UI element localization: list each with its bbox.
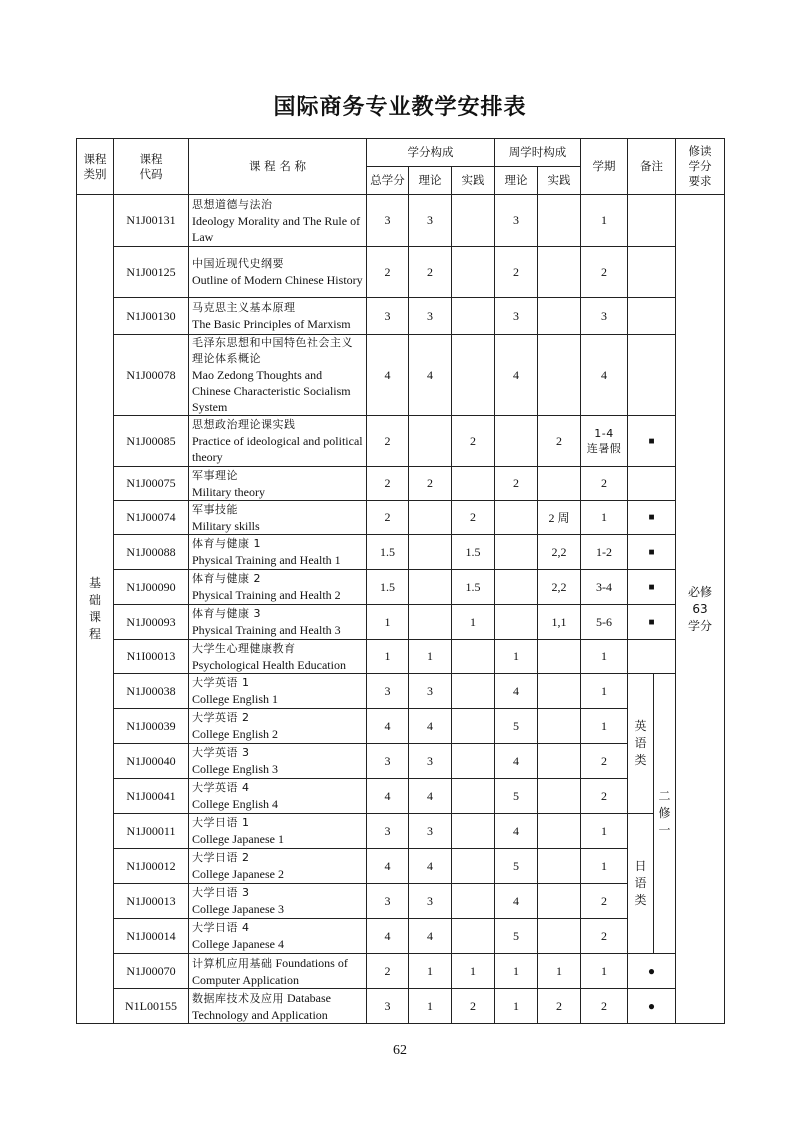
theory-hours: 5: [495, 849, 538, 884]
semester-text: 4: [601, 367, 608, 382]
course-name-zh: 大学日语 3: [192, 886, 250, 899]
total-credits: 3: [367, 814, 409, 849]
header-weekly-hours: 周学时构成: [495, 139, 581, 167]
course-name-zh: 军事技能: [192, 502, 238, 516]
header-theory-hours: 理论: [495, 167, 538, 195]
total-credits: 1.5: [367, 570, 409, 605]
total-credits: 4: [367, 919, 409, 954]
course-code: N1J00040: [114, 744, 189, 779]
semester: [581, 744, 628, 779]
practice-hours: [538, 195, 581, 247]
practice-credits: 1.5: [452, 570, 495, 605]
practice-hours: [538, 640, 581, 674]
course-name-en: The Basic Principles of Marxism: [192, 317, 351, 331]
course-code: N1J00070: [114, 954, 189, 989]
table-row: [77, 501, 725, 535]
practice-hours: 2 周: [538, 501, 581, 535]
practice-hours: [538, 709, 581, 744]
theory-hours: 4: [495, 335, 538, 416]
total-credits: 2: [367, 501, 409, 535]
course-name-en: College Japanese 4: [192, 937, 284, 951]
remark-mark: ■: [628, 570, 676, 605]
theory-credits: 3: [409, 744, 452, 779]
course-code: N1J00039: [114, 709, 189, 744]
japanese-group-cell: [628, 814, 654, 954]
practice-credits: 1.5: [452, 535, 495, 570]
theory-credits: [409, 605, 452, 640]
practice-hours: [538, 814, 581, 849]
course-name-en: College Japanese 2: [192, 867, 284, 881]
practice-credits: 2: [452, 989, 495, 1024]
total-credits: 3: [367, 298, 409, 335]
course-name-zh: 体育与健康 1: [192, 537, 261, 550]
table-row: [77, 605, 725, 640]
semester-text: 1-2: [596, 544, 613, 559]
practice-hours: [538, 779, 581, 814]
total-credits: 3: [367, 674, 409, 709]
semester: [581, 605, 628, 640]
course-name-zh: 大学英语 3: [192, 746, 250, 759]
semester-text: 1: [601, 683, 608, 698]
semester: [581, 570, 628, 605]
course-name-zh: 大学日语 4: [192, 921, 250, 934]
table-row: [77, 535, 725, 570]
practice-credits: [452, 335, 495, 416]
semester: [581, 674, 628, 709]
course-name: [189, 989, 367, 1024]
theory-hours: 4: [495, 814, 538, 849]
semester-text: 3: [601, 308, 608, 323]
practice-hours: 2,2: [538, 570, 581, 605]
total-credits: 2: [367, 416, 409, 467]
remark-mark: [628, 298, 676, 335]
practice-hours: [538, 919, 581, 954]
course-name-zh: 体育与健康 2: [192, 572, 261, 585]
course-name-en: Military skills: [192, 518, 260, 533]
theory-credits: 1: [409, 989, 452, 1024]
course-name-zh: 马克思主义基本原理: [192, 301, 296, 314]
course-name-zh: 大学生心理健康教育: [192, 641, 296, 655]
course-code: N1L00155: [114, 989, 189, 1024]
course-name-zh: 大学英语 2: [192, 711, 250, 724]
course-name-en: College Japanese 1: [192, 832, 284, 846]
theory-hours: 5: [495, 919, 538, 954]
requirement-cell-text: 必修 63 学分: [688, 584, 713, 633]
table-body: [77, 195, 725, 1024]
remark-mark: [628, 640, 676, 674]
table-row: [77, 674, 725, 709]
table-row: [77, 989, 725, 1024]
table-row: [77, 247, 725, 298]
teaching-plan-table: [76, 138, 725, 1024]
practice-credits: [452, 919, 495, 954]
course-name-zh: 大学日语 2: [192, 851, 250, 864]
theory-credits: 3: [409, 814, 452, 849]
course-name-en: Physical Training and Health 2: [192, 588, 341, 602]
practice-hours: [538, 884, 581, 919]
table-row: [77, 640, 725, 674]
semester-text: 2: [601, 893, 608, 908]
total-credits: 4: [367, 849, 409, 884]
semester: [581, 416, 628, 467]
total-credits: 4: [367, 335, 409, 416]
semester-text: 2: [601, 264, 608, 279]
theory-hours: [495, 535, 538, 570]
theory-hours: 4: [495, 744, 538, 779]
theory-credits: 4: [409, 709, 452, 744]
semester: [581, 954, 628, 989]
course-category-cell-text: 基 础 课 程: [88, 576, 101, 641]
course-code: N1J00093: [114, 605, 189, 640]
header-category: 课程 类别: [77, 139, 114, 195]
course-code: N1J00090: [114, 570, 189, 605]
japanese-group-cell-text: 日 语 类: [634, 859, 647, 907]
theory-credits: [409, 535, 452, 570]
semester-text: 5-6: [596, 614, 613, 629]
requirement-cell: [676, 195, 725, 1024]
course-name-en: Database Technology and Application: [192, 990, 331, 1022]
semester: [581, 849, 628, 884]
course-name-zh: 思想道德与法治: [192, 197, 273, 211]
theory-hours: 3: [495, 298, 538, 335]
total-credits: 1: [367, 605, 409, 640]
semester-text: 3-4: [596, 579, 613, 594]
semester-text: 1: [601, 510, 608, 524]
table-row: [77, 570, 725, 605]
course-name-zh: 数据库技术及应用: [192, 991, 284, 1005]
course-name-zh: 大学英语 1: [192, 676, 250, 689]
table-row: [77, 709, 725, 744]
theory-hours: [495, 570, 538, 605]
course-name: [189, 195, 367, 247]
course-name-en: Mao Zedong Thoughts and Chinese Characteristic Socialism System: [192, 368, 351, 414]
course-code: N1J00130: [114, 298, 189, 335]
semester-text: 1: [601, 213, 608, 227]
table-row: [77, 744, 725, 779]
course-name: [189, 814, 367, 849]
header-requirement: 修读 学分 要求: [676, 139, 725, 195]
practice-credits: 1: [452, 954, 495, 989]
semester-text: 1: [601, 718, 608, 733]
semester: [581, 247, 628, 298]
semester-text: 1: [601, 858, 608, 873]
practice-hours: 2: [538, 989, 581, 1024]
practice-hours: [538, 298, 581, 335]
course-name: [189, 298, 367, 335]
header-course-name: 课 程 名 称: [189, 139, 367, 195]
theory-hours: 4: [495, 884, 538, 919]
semester: [581, 989, 628, 1024]
course-name-zh: 大学日语 1: [192, 816, 250, 829]
theory-hours: 2: [495, 247, 538, 298]
theory-credits: 2: [409, 247, 452, 298]
course-name-en: College English 2: [192, 727, 278, 741]
theory-credits: 4: [409, 919, 452, 954]
total-credits: 2: [367, 954, 409, 989]
table-row: [77, 814, 725, 849]
practice-hours: [538, 335, 581, 416]
table-row: [77, 335, 725, 416]
practice-hours: [538, 247, 581, 298]
semester-text: 2: [601, 753, 608, 768]
course-name: [189, 247, 367, 298]
course-name: [189, 674, 367, 709]
total-credits: 1.5: [367, 535, 409, 570]
course-name-en: Physical Training and Health 1: [192, 553, 341, 567]
practice-hours: 2,2: [538, 535, 581, 570]
course-code: N1J00131: [114, 195, 189, 247]
course-name: [189, 919, 367, 954]
table-row: [77, 849, 725, 884]
theory-hours: 4: [495, 674, 538, 709]
remark-mark: ■: [628, 605, 676, 640]
table-row: [77, 919, 725, 954]
semester: [581, 335, 628, 416]
course-name: [189, 709, 367, 744]
remark-mark: [628, 247, 676, 298]
course-name-en: College Japanese 3: [192, 902, 284, 916]
theory-hours: 1: [495, 640, 538, 674]
semester-text: 2: [601, 788, 608, 803]
total-credits: 3: [367, 744, 409, 779]
course-name-en: Practice of ideological and political theory: [192, 434, 363, 464]
practice-hours: [538, 744, 581, 779]
course-name: [189, 640, 367, 674]
course-code: N1J00012: [114, 849, 189, 884]
course-name-zh: 军事理论: [192, 468, 238, 482]
practice-credits: 2: [452, 416, 495, 467]
theory-credits: 1: [409, 954, 452, 989]
header-practice-credits: 实践: [452, 167, 495, 195]
semester-text: 1: [601, 963, 608, 978]
theory-hours: 3: [495, 195, 538, 247]
semester-text: 2: [601, 928, 608, 943]
total-credits: 4: [367, 709, 409, 744]
practice-hours: 1: [538, 954, 581, 989]
semester-text: 1: [601, 823, 608, 838]
theory-credits: 3: [409, 884, 452, 919]
practice-credits: [452, 779, 495, 814]
course-code: N1J00074: [114, 501, 189, 535]
course-category-cell: [77, 195, 114, 1024]
theory-credits: [409, 570, 452, 605]
table-row: [77, 884, 725, 919]
practice-credits: [452, 884, 495, 919]
header-remark: 备注: [628, 139, 676, 195]
course-code: N1J00125: [114, 247, 189, 298]
total-credits: 4: [367, 779, 409, 814]
total-credits: 2: [367, 247, 409, 298]
total-credits: 3: [367, 195, 409, 247]
semester-text: 2: [601, 998, 608, 1013]
theory-credits: 2: [409, 467, 452, 501]
course-name-en: College English 3: [192, 762, 278, 776]
practice-credits: 2: [452, 501, 495, 535]
semester: [581, 535, 628, 570]
course-code: N1J00088: [114, 535, 189, 570]
header-practice-hours: 实践: [538, 167, 581, 195]
theory-credits: 1: [409, 640, 452, 674]
semester: [581, 884, 628, 919]
table-row: [77, 467, 725, 501]
page-number: 62: [393, 1043, 407, 1058]
course-name: [189, 744, 367, 779]
theory-credits: 4: [409, 849, 452, 884]
theory-hours: [495, 501, 538, 535]
remark-mark: ■: [628, 416, 676, 467]
semester: [581, 467, 628, 501]
remark-mark: [628, 467, 676, 501]
course-name-en: Ideology Morality and The Rule of Law: [192, 213, 361, 244]
course-name-zh: 思想政治理论课实践: [192, 418, 296, 431]
course-name: [189, 416, 367, 467]
practice-credits: [452, 298, 495, 335]
practice-credits: [452, 467, 495, 501]
header-code: 课程 代码: [114, 139, 189, 195]
total-credits: 3: [367, 884, 409, 919]
semester: [581, 640, 628, 674]
course-code: N1I00013: [114, 640, 189, 674]
total-credits: 1: [367, 640, 409, 674]
course-name: [189, 779, 367, 814]
semester: [581, 501, 628, 535]
semester: [581, 919, 628, 954]
practice-credits: [452, 674, 495, 709]
english-group-cell-text: 英 语 类: [634, 719, 647, 767]
course-name: [189, 467, 367, 501]
practice-credits: [452, 744, 495, 779]
course-name-en: College English 1: [192, 692, 278, 706]
theory-credits: 4: [409, 335, 452, 416]
table-row: [77, 195, 725, 247]
course-name-en: Foundations of Computer Application: [192, 955, 348, 987]
remark-mark: [628, 335, 676, 416]
header-theory-credits: 理论: [409, 167, 452, 195]
theory-credits: [409, 501, 452, 535]
theory-credits: [409, 416, 452, 467]
header-total-credits: 总学分: [367, 167, 409, 195]
semester: [581, 779, 628, 814]
course-code: N1J00013: [114, 884, 189, 919]
theory-hours: 2: [495, 467, 538, 501]
header-credits: 学分构成: [367, 139, 495, 167]
semester-text: 1-4 连暑假: [586, 427, 622, 455]
course-name-zh: 毛泽东思想和中国特色社会主义理论体系概论: [192, 336, 353, 365]
table-row: [77, 416, 725, 467]
course-code: N1J00041: [114, 779, 189, 814]
header-semester: 学期: [581, 139, 628, 195]
total-credits: 2: [367, 467, 409, 501]
remark-mark: ●: [628, 989, 676, 1024]
course-name-en: Psychological Health Education: [192, 657, 346, 672]
remark-mark: ■: [628, 501, 676, 535]
practice-hours: [538, 674, 581, 709]
course-code: N1J00014: [114, 919, 189, 954]
remark-mark: [628, 195, 676, 247]
course-code: N1J00075: [114, 467, 189, 501]
practice-hours: 2: [538, 416, 581, 467]
choose-one-cell: [654, 674, 676, 954]
course-name: [189, 535, 367, 570]
practice-hours: [538, 467, 581, 501]
theory-hours: 1: [495, 989, 538, 1024]
course-name: [189, 954, 367, 989]
course-name-en: College English 4: [192, 797, 278, 811]
course-name-zh: 体育与健康 3: [192, 607, 261, 620]
theory-credits: 3: [409, 298, 452, 335]
practice-credits: [452, 814, 495, 849]
practice-credits: [452, 247, 495, 298]
course-name-zh: 计算机应用基础: [192, 956, 273, 970]
course-name-en: Physical Training and Health 3: [192, 623, 341, 637]
practice-credits: [452, 640, 495, 674]
course-name: [189, 501, 367, 535]
course-name-en: Military theory: [192, 484, 265, 499]
course-code: N1J00038: [114, 674, 189, 709]
remark-mark: ■: [628, 535, 676, 570]
table-row: [77, 954, 725, 989]
course-code: N1J00085: [114, 416, 189, 467]
semester: [581, 814, 628, 849]
theory-hours: [495, 416, 538, 467]
table-row: [77, 779, 725, 814]
semester-text: 1: [601, 649, 608, 663]
english-group-cell: [628, 674, 654, 814]
course-name: [189, 570, 367, 605]
practice-credits: [452, 849, 495, 884]
practice-hours: 1,1: [538, 605, 581, 640]
theory-credits: 4: [409, 779, 452, 814]
semester-text: 2: [601, 476, 608, 490]
theory-hours: 5: [495, 709, 538, 744]
theory-credits: 3: [409, 195, 452, 247]
practice-credits: 1: [452, 605, 495, 640]
table-row: [77, 298, 725, 335]
theory-hours: 5: [495, 779, 538, 814]
semester: [581, 709, 628, 744]
course-name-en: Outline of Modern Chinese History: [192, 273, 363, 287]
course-name-zh: 大学英语 4: [192, 781, 250, 794]
course-name: [189, 849, 367, 884]
semester: [581, 195, 628, 247]
course-code: N1J00011: [114, 814, 189, 849]
practice-credits: [452, 195, 495, 247]
course-name: [189, 335, 367, 416]
theory-credits: 3: [409, 674, 452, 709]
course-code: N1J00078: [114, 335, 189, 416]
semester: [581, 298, 628, 335]
remark-mark: ●: [628, 954, 676, 989]
course-name: [189, 605, 367, 640]
practice-hours: [538, 849, 581, 884]
theory-hours: 1: [495, 954, 538, 989]
total-credits: 3: [367, 989, 409, 1024]
course-name: [189, 884, 367, 919]
course-name-zh: 中国近现代史纲要: [192, 257, 284, 270]
choose-one-cell-text: 二 修 一: [658, 789, 671, 837]
theory-hours: [495, 605, 538, 640]
page-title: 国际商务专业教学安排表: [273, 95, 527, 120]
practice-credits: [452, 709, 495, 744]
